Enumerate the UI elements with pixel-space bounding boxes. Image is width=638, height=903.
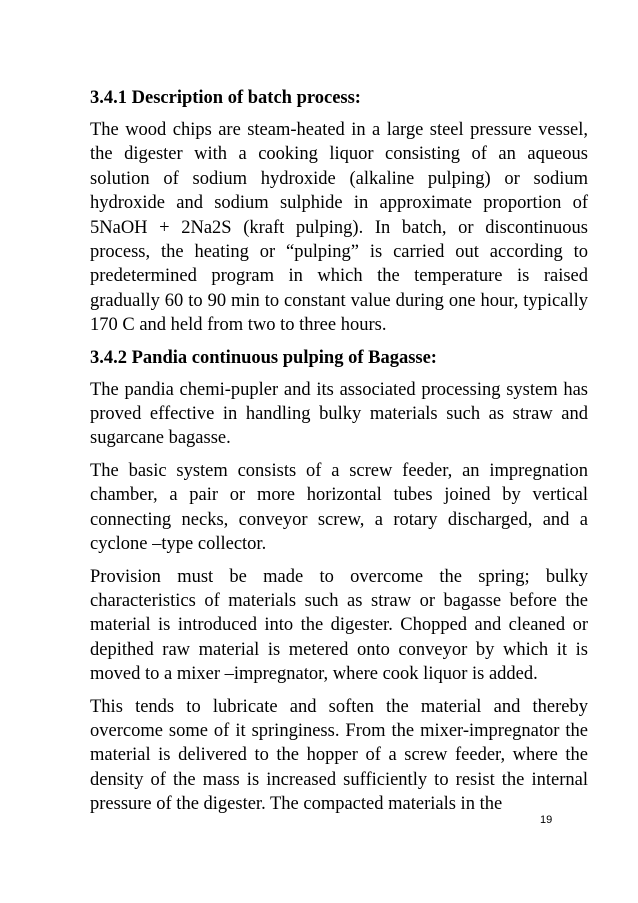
section-heading-pandia-continuous: 3.4.2 Pandia continuous pulping of Bagasse: (90, 347, 437, 368)
section-heading-batch-process: 3.4.1 Description of batch process: (90, 88, 361, 108)
paragraph-lubricate: This tends to lubricate and soften the material and thereby overcome some of it springiness. From the mixer-impregnator the material is delivered to the hopper of a screw feeder, where the density of the mass is increased sufficiently to resist the internal pressure of the digester. The compacted materials in the (90, 696, 588, 815)
page-number: 19 (540, 814, 553, 826)
page-body (90, 86, 588, 825)
paragraph-basic-system: The basic system consists of a screw feeder, an impregnation chamber, a pair or more horizontal tubes joined by vertical connecting necks, conveyor screw, a rotary discharged, and a cyclone –type collector. (90, 460, 588, 555)
paragraph-pandia-intro: The pandia chemi-pupler and its associated processing system has proved effective in handling bulky materials such as straw and sugarcane bagasse. (90, 379, 588, 449)
paragraph-provision: Provision must be made to overcome the spring; bulky characteristics of materials such as straw or bagasse before the material is introduced into the digester. Chopped and cleaned or depithed raw material is metered onto conveyor by which it is moved to a mixer –impregnator, where cook liquor is added. (90, 566, 588, 685)
paragraph-batch-process: The wood chips are steam-heated in a large steel pressure vessel, the digester with a cooking liquor consisting of an aqueous solution of sodium hydroxide (alkaline pulping) or sodium hydroxide and sodium sulphide in approximate proportion of 5NaOH + 2Na2S (kraft pulping). In batch, or discontinuous process, the heating or “pulping” is carried out according to predetermined program in which the temperature is raised gradually 60 to 90 min to constant value during one hour, typically 170 C and held from two to three hours. (90, 120, 588, 336)
